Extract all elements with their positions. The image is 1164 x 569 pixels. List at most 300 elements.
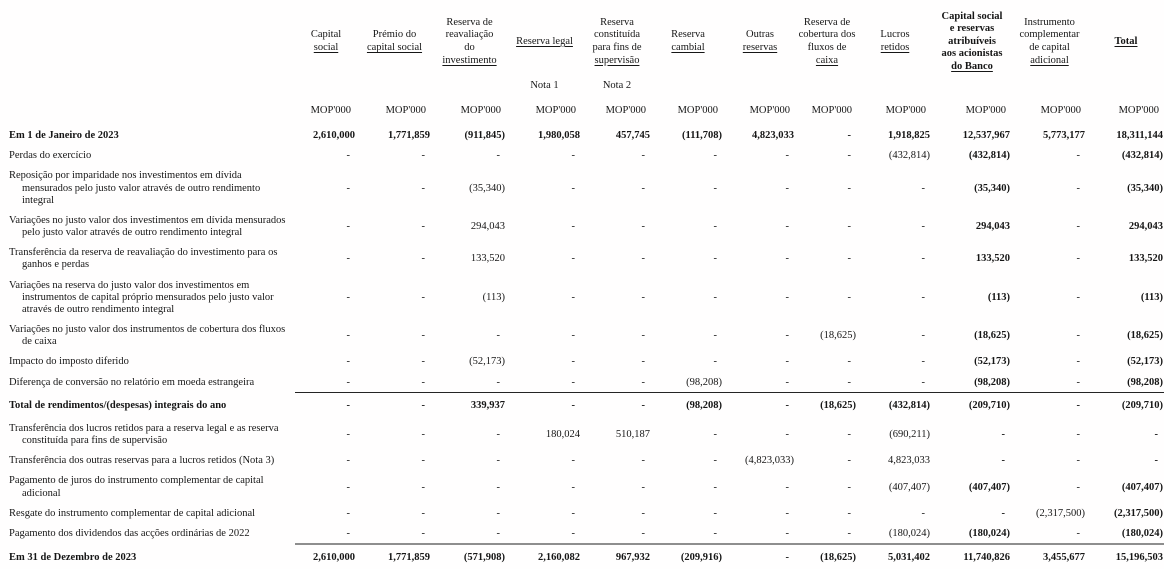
cell-reserva-cambial: - (713, 220, 717, 232)
cell-instrumento-complementar: 5,773,177 (1043, 130, 1085, 141)
cell-capital-social: - (346, 376, 350, 388)
cell-premio-capital-social: - (421, 507, 425, 519)
col-header-line: atribuíveis (948, 35, 996, 47)
cell-reserva-reavaliacao-investimento: - (496, 507, 500, 519)
cell-outras-reservas: - (785, 481, 789, 493)
cell-premio-capital-social: - (421, 182, 425, 194)
col-header-line: Reserva (671, 29, 705, 41)
cell-reserva-reavaliacao-investimento: - (496, 330, 500, 342)
cell-reserva-legal: - (571, 150, 575, 162)
cell-premio-capital-social: 1,771,859 (357, 544, 432, 569)
cell-total: (2,317,500) (1114, 507, 1163, 519)
cell-reserva-reavaliacao-investimento: 339,937 (432, 392, 507, 415)
col-header-line: Lucros (880, 29, 910, 41)
col-header-line: Reserva de (803, 16, 851, 28)
col-header-line: investimento (442, 54, 497, 66)
cell-instrumento-complementar: - (1076, 481, 1080, 493)
cell-instrumento-complementar: - (1076, 429, 1080, 440)
cell-total: (98,208) (1127, 376, 1163, 388)
cell-reserva-cambial: - (713, 481, 717, 493)
col-header-reserva-cobertura-fluxos (796, 6, 858, 78)
col-header-line: fluxos de (807, 42, 847, 53)
cell-premio-capital-social: - (421, 220, 425, 232)
cell-outras-reservas: - (785, 429, 789, 440)
cell-capital-reservas-atribuiveis: (52,173) (974, 356, 1010, 368)
col-header-line: cobertura dos (798, 29, 856, 41)
cell-instrumento-complementar: - (1076, 150, 1080, 162)
cell-reserva-reavaliacao-investimento: - (496, 376, 500, 388)
cell-reserva-reavaliacao-investimento: 294,043 (470, 220, 505, 232)
cell-lucros-retidos: - (921, 376, 925, 388)
cell-capital-reservas-atribuiveis: (113) (987, 291, 1010, 303)
row-label-cell (3, 470, 295, 502)
cell-total: - (1154, 429, 1158, 440)
cell-reserva-supervisao: - (641, 220, 645, 232)
cell-lucros-retidos: (690,211) (889, 429, 930, 440)
col-unit-reserva-supervisao: MOP'000 (605, 105, 646, 116)
cell-capital-social: 2,610,000 (295, 544, 357, 569)
cell-reserva-cobertura-fluxos: - (847, 130, 851, 141)
cell-capital-reservas-atribuiveis: (432,814) (968, 150, 1010, 162)
cell-lucros-retidos: (407,407) (888, 481, 930, 493)
col-header-line: Reserva (600, 16, 634, 28)
cell-reserva-cambial: - (713, 455, 717, 467)
cell-reserva-cobertura-fluxos: - (847, 429, 851, 440)
cell-reserva-legal: - (507, 392, 582, 415)
cell-premio-capital-social: - (421, 330, 425, 342)
table-header (3, 6, 1164, 120)
cell-reserva-supervisao: 967,932 (582, 544, 652, 569)
cell-capital-reservas-atribuiveis: 294,043 (975, 220, 1010, 232)
col-note-reserva-cambial (652, 78, 724, 93)
cell-outras-reservas: - (785, 220, 789, 232)
cell-reserva-reavaliacao-investimento: - (496, 150, 500, 162)
table-body (3, 120, 1164, 569)
cell-reserva-cambial: (111,708) (682, 130, 722, 141)
col-note-reserva-cobertura-fluxos (796, 78, 858, 93)
cell-capital-social: - (346, 220, 350, 232)
cell-capital-social: - (346, 481, 350, 493)
cell-outras-reservas: - (785, 507, 789, 519)
cell-lucros-retidos: 4,823,033 (888, 455, 930, 467)
header-notes-row (3, 78, 1164, 93)
cell-capital-reservas-atribuiveis: (35,340) (974, 182, 1010, 194)
cell-lucros-retidos: - (921, 253, 925, 265)
cell-premio-capital-social: - (421, 481, 425, 493)
cell-capital-reservas-atribuiveis: - (1001, 507, 1005, 519)
cell-lucros-retidos: 1,918,825 (888, 130, 930, 141)
col-header-line: retidos (880, 42, 910, 53)
row-label: Pagamento dos dividendos das acções ordinárias de 2022 (9, 528, 250, 540)
cell-capital-reservas-atribuiveis: - (1001, 429, 1005, 440)
cell-total: 18,311,144 (1116, 130, 1163, 141)
cell-reserva-cobertura-fluxos: - (847, 455, 851, 467)
col-unit-reserva-reavaliacao-investimento: MOP'000 (460, 105, 501, 116)
cell-lucros-retidos: - (921, 291, 925, 303)
table-row (3, 392, 1164, 415)
row-label: Diferença de conversão no relatório em moeda estrangeira (9, 376, 255, 388)
table-row (3, 120, 1164, 145)
cell-outras-reservas: - (785, 253, 789, 265)
cell-premio-capital-social: - (421, 291, 425, 303)
cell-total: (209,710) (1087, 392, 1164, 415)
cell-total: (35,340) (1127, 182, 1163, 194)
cell-reserva-reavaliacao-investimento: (911,845) (464, 130, 505, 141)
cell-lucros-retidos: (180,024) (888, 527, 930, 539)
col-unit-reserva-legal: MOP'000 (535, 105, 576, 116)
cell-reserva-legal: - (571, 455, 575, 467)
col-header-line: cambial (671, 42, 705, 53)
cell-reserva-cambial: - (713, 527, 717, 539)
cell-capital-social: 2,610,000 (313, 130, 355, 141)
col-unit-outras-reservas: MOP'000 (749, 105, 790, 116)
cell-reserva-supervisao: - (641, 182, 645, 194)
col-unit-capital-reservas-atribuiveis: MOP'000 (965, 105, 1006, 116)
cell-premio-capital-social: - (421, 150, 425, 162)
table-row (3, 210, 1164, 242)
header-units-row (3, 93, 1164, 120)
cell-reserva-supervisao: - (641, 356, 645, 368)
cell-lucros-retidos: - (921, 507, 925, 519)
col-header-outras-reservas (724, 6, 796, 78)
cell-total: 294,043 (1128, 220, 1163, 232)
cell-reserva-supervisao: 457,745 (615, 130, 650, 141)
col-header-lucros-retidos (858, 6, 932, 78)
col-header-line: adicional (1030, 54, 1069, 66)
cell-outras-reservas: - (785, 150, 789, 162)
row-label-cell (3, 415, 295, 450)
cell-reserva-cambial: - (713, 182, 717, 194)
row-label: Transferência dos lucros retidos para a reserva legal e as reserva constituída para fins de supervisão (9, 422, 279, 447)
col-header-line: social (313, 42, 339, 53)
cell-capital-social: - (346, 253, 350, 265)
row-label-cell (3, 319, 295, 351)
cell-capital-reservas-atribuiveis: (407,407) (968, 481, 1010, 493)
corner-cell (3, 93, 295, 120)
col-header-line: Reserva de (446, 16, 493, 28)
cell-reserva-legal: - (571, 220, 575, 232)
row-label-cell (3, 145, 295, 165)
cell-reserva-reavaliacao-investimento: - (496, 481, 500, 493)
col-unit-premio-capital-social: MOP'000 (385, 105, 426, 116)
col-header-line: de capital (1029, 42, 1070, 53)
row-label-cell (3, 392, 295, 415)
cell-reserva-cobertura-fluxos: - (847, 356, 851, 368)
cell-reserva-reavaliacao-investimento: - (496, 429, 500, 440)
cell-reserva-legal: - (571, 481, 575, 493)
cell-reserva-cobertura-fluxos: - (847, 481, 851, 493)
cell-total: (407,407) (1121, 481, 1163, 493)
cell-capital-social: - (346, 150, 350, 162)
cell-reserva-supervisao: - (582, 392, 652, 415)
cell-reserva-reavaliacao-investimento: (113) (482, 291, 505, 303)
table-row (3, 544, 1164, 569)
cell-reserva-supervisao: - (641, 376, 645, 388)
cell-instrumento-complementar: - (1076, 220, 1080, 232)
row-label: Resgate do instrumento complementar de capital adicional (9, 507, 256, 519)
cell-reserva-legal: - (571, 182, 575, 194)
cell-reserva-cobertura-fluxos: - (847, 527, 851, 539)
row-label: Variações no justo valor dos instrumentos de cobertura dos fluxos de caixa (9, 324, 286, 348)
cell-lucros-retidos: (432,814) (858, 392, 932, 415)
cell-reserva-cobertura-fluxos: - (847, 376, 851, 388)
col-header-reserva-cambial (652, 6, 724, 78)
cell-outras-reservas: - (724, 544, 796, 569)
col-header-line: supervisão (594, 54, 640, 66)
table-row (3, 351, 1164, 371)
cell-premio-capital-social: - (421, 429, 425, 440)
cell-reserva-legal: - (571, 291, 575, 303)
cell-reserva-supervisao: - (641, 455, 645, 467)
col-header-line: e reservas (949, 23, 995, 35)
cell-reserva-supervisao: - (641, 330, 645, 342)
row-label-cell (3, 503, 295, 523)
col-header-capital-social (295, 6, 357, 78)
col-header-line: complementar (1019, 29, 1080, 41)
corner-cell (3, 78, 295, 93)
cell-reserva-cobertura-fluxos: (18,625) (796, 392, 858, 415)
cell-capital-reservas-atribuiveis: 11,740,826 (932, 544, 1012, 569)
cell-capital-social: - (346, 507, 350, 519)
cell-reserva-legal: - (571, 527, 575, 539)
header-names-row (3, 6, 1164, 78)
cell-outras-reservas: - (724, 392, 796, 415)
cell-instrumento-complementar: - (1076, 291, 1080, 303)
cell-instrumento-complementar: - (1076, 330, 1080, 342)
cell-capital-social: - (346, 330, 350, 342)
cell-outras-reservas: - (785, 330, 789, 342)
row-label-cell (3, 372, 295, 393)
table-row (3, 470, 1164, 502)
col-header-line: Reserva legal (516, 35, 573, 47)
cell-outras-reservas: 4,823,033 (752, 130, 794, 141)
cell-reserva-reavaliacao-investimento: (571,908) (432, 544, 507, 569)
cell-reserva-supervisao: 510,187 (615, 429, 650, 440)
row-label: Transferência dos outras reservas para a lucros retidos (Nota 3) (9, 455, 275, 467)
cell-lucros-retidos: - (921, 182, 925, 194)
cell-capital-reservas-atribuiveis: 12,537,967 (962, 130, 1010, 141)
col-header-reserva-legal (507, 6, 582, 78)
cell-lucros-retidos: (432,814) (888, 150, 930, 162)
col-unit-instrumento-complementar: MOP'000 (1040, 105, 1081, 116)
table-row (3, 275, 1164, 320)
cell-capital-social: - (346, 356, 350, 368)
table-row (3, 523, 1164, 544)
table-row (3, 319, 1164, 351)
cell-total: (180,024) (1121, 527, 1163, 539)
cell-reserva-cambial: - (713, 330, 717, 342)
col-unit-capital-social: MOP'000 (310, 105, 351, 116)
cell-reserva-cambial: - (713, 291, 717, 303)
col-header-line: reavaliação (445, 29, 494, 41)
cell-reserva-cambial: - (713, 150, 717, 162)
col-header-instrumento-complementar (1012, 6, 1087, 78)
table-row (3, 165, 1164, 210)
row-label: Em 31 de Dezembro de 2023 (9, 552, 137, 564)
cell-reserva-supervisao: - (641, 527, 645, 539)
cell-premio-capital-social: - (421, 455, 425, 467)
cell-reserva-cobertura-fluxos: - (847, 253, 851, 265)
cell-premio-capital-social: - (357, 392, 432, 415)
cell-reserva-reavaliacao-investimento: (52,173) (469, 356, 505, 368)
cell-reserva-legal: - (571, 253, 575, 265)
cell-instrumento-complementar: - (1076, 182, 1080, 194)
cell-premio-capital-social: - (421, 356, 425, 368)
col-header-line: do (464, 42, 475, 53)
cell-premio-capital-social: - (421, 527, 425, 539)
cell-total: 133,520 (1128, 253, 1163, 265)
cell-capital-reservas-atribuiveis: - (1001, 455, 1005, 467)
cell-outras-reservas: (4,823,033) (745, 455, 794, 467)
cell-reserva-cobertura-fluxos: - (847, 182, 851, 194)
cell-premio-capital-social: - (421, 376, 425, 388)
cell-capital-social: - (346, 291, 350, 303)
cell-reserva-cobertura-fluxos: - (847, 507, 851, 519)
row-label: Variações no justo valor dos investimentos em dívida mensurados pelo justo valor através de outro rendimento integral (9, 214, 286, 239)
cell-reserva-cambial: - (713, 253, 717, 265)
cell-reserva-cambial: (98,208) (652, 392, 724, 415)
cell-outras-reservas: - (785, 356, 789, 368)
table-row (3, 242, 1164, 274)
col-header-capital-reservas-atribuiveis (932, 6, 1012, 78)
cell-total: (18,625) (1127, 330, 1163, 342)
col-note-reserva-legal: Nota 1 (530, 80, 559, 91)
cell-reserva-cambial: (209,916) (652, 544, 724, 569)
cell-capital-social: - (295, 392, 357, 415)
col-unit-reserva-cobertura-fluxos: MOP'000 (811, 105, 852, 116)
col-note-capital-reservas-atribuiveis (932, 78, 1012, 93)
table-row (3, 372, 1164, 393)
cell-capital-reservas-atribuiveis: 133,520 (975, 253, 1010, 265)
cell-lucros-retidos: - (921, 356, 925, 368)
corner-cell (3, 6, 295, 78)
row-label-cell (3, 242, 295, 274)
col-note-reserva-supervisao: Nota 2 (602, 80, 632, 91)
cell-instrumento-complementar: - (1076, 253, 1080, 265)
row-label: Impacto do imposto diferido (9, 356, 129, 368)
row-label: Pagamento de juros do instrumento complementar de capital adicional (9, 475, 264, 499)
cell-reserva-reavaliacao-investimento: - (496, 455, 500, 467)
cell-reserva-cobertura-fluxos: (18,625) (796, 544, 858, 569)
col-header-line: caixa (815, 54, 839, 66)
cell-capital-social: - (346, 455, 350, 467)
cell-reserva-legal: - (571, 376, 575, 388)
col-note-outras-reservas (724, 78, 796, 93)
cell-reserva-cobertura-fluxos: - (847, 291, 851, 303)
col-header-line: Prémio do (372, 29, 417, 41)
cell-total: (52,173) (1127, 356, 1163, 368)
col-header-premio-capital-social (357, 6, 432, 78)
col-header-line: Outras (746, 29, 774, 41)
cell-capital-social: - (346, 429, 350, 440)
cell-capital-social: - (346, 182, 350, 194)
cell-total: (432,814) (1121, 150, 1163, 162)
col-unit-total: MOP'000 (1118, 105, 1159, 116)
col-unit-reserva-cambial: MOP'000 (677, 105, 718, 116)
col-header-line: Capital social (941, 10, 1003, 22)
col-header-reserva-supervisao (582, 6, 652, 78)
cell-instrumento-complementar: - (1076, 356, 1080, 368)
col-header-line: constituída (593, 29, 641, 41)
cell-instrumento-complementar: - (1076, 376, 1080, 388)
col-unit-lucros-retidos: MOP'000 (885, 105, 926, 116)
col-header-line: Capital (310, 29, 342, 41)
cell-instrumento-complementar: 3,455,677 (1012, 544, 1087, 569)
cell-reserva-reavaliacao-investimento: 133,520 (470, 253, 505, 265)
row-label: Variações na reserva do justo valor dos investimentos em instrumentos de capital próprio mensurados pelo justo valor através de outro rendimento integral (9, 279, 274, 315)
cell-reserva-supervisao: - (641, 253, 645, 265)
cell-instrumento-complementar: - (1012, 392, 1087, 415)
cell-reserva-cobertura-fluxos: - (847, 150, 851, 162)
cell-reserva-supervisao: - (641, 507, 645, 519)
row-label: Reposição por imparidade nos investimentos em dívida mensurados pelo justo valor através de outro rendimento integral (9, 170, 261, 206)
cell-reserva-legal: - (571, 507, 575, 519)
row-label: Perdas do exercício (9, 150, 92, 162)
row-label-cell (3, 120, 295, 145)
statement-of-changes-in-equity-table (3, 6, 1164, 569)
cell-capital-social: - (346, 527, 350, 539)
row-label-cell (3, 351, 295, 371)
cell-reserva-legal: 180,024 (545, 429, 580, 440)
row-label-cell (3, 544, 295, 569)
cell-outras-reservas: - (785, 182, 789, 194)
cell-outras-reservas: - (785, 291, 789, 303)
col-header-line: aos acionistas (941, 48, 1003, 60)
col-note-capital-social (295, 78, 357, 93)
cell-reserva-cambial: - (713, 507, 717, 519)
cell-capital-reservas-atribuiveis: (209,710) (932, 392, 1012, 415)
cell-reserva-cobertura-fluxos: - (847, 220, 851, 232)
table-row (3, 415, 1164, 450)
row-label-cell (3, 165, 295, 210)
cell-lucros-retidos: - (921, 330, 925, 342)
cell-instrumento-complementar: - (1076, 527, 1080, 539)
row-label-cell (3, 450, 295, 470)
row-label-cell (3, 523, 295, 544)
cell-instrumento-complementar: - (1076, 455, 1080, 467)
col-note-premio-capital-social (357, 78, 432, 93)
cell-total: 15,196,503 (1087, 544, 1164, 569)
cell-reserva-reavaliacao-investimento: (35,340) (469, 182, 505, 194)
cell-reserva-cambial: - (713, 356, 717, 368)
cell-reserva-reavaliacao-investimento: - (496, 527, 500, 539)
cell-premio-capital-social: - (421, 253, 425, 265)
col-note-instrumento-complementar (1012, 78, 1087, 93)
cell-premio-capital-social: 1,771,859 (388, 130, 430, 141)
col-header-line: Total (1114, 35, 1138, 47)
col-note-reserva-reavaliacao-investimento (432, 78, 507, 93)
row-label: Total de rendimentos/(despesas) integrais do ano (9, 399, 227, 411)
cell-lucros-retidos: 5,031,402 (858, 544, 932, 569)
table-row (3, 145, 1164, 165)
cell-reserva-cobertura-fluxos: (18,625) (820, 330, 856, 342)
col-header-line: capital social (366, 42, 423, 53)
row-label: Transferência da reserva de reavaliação do investimento para os ganhos e perdas (9, 247, 278, 271)
cell-capital-reservas-atribuiveis: (98,208) (974, 376, 1010, 388)
cell-reserva-legal: - (571, 330, 575, 342)
cell-reserva-supervisao: - (641, 481, 645, 493)
row-label: Em 1 de Janeiro de 2023 (9, 130, 119, 141)
cell-reserva-supervisao: - (641, 291, 645, 303)
cell-capital-reservas-atribuiveis: (18,625) (974, 330, 1010, 342)
col-header-line: para fins de (592, 42, 642, 53)
col-header-total (1087, 6, 1164, 78)
row-label-cell (3, 275, 295, 320)
col-header-line: Instrumento (1024, 16, 1075, 28)
table-row (3, 503, 1164, 523)
cell-total: (113) (1140, 291, 1163, 303)
cell-reserva-supervisao: - (641, 150, 645, 162)
